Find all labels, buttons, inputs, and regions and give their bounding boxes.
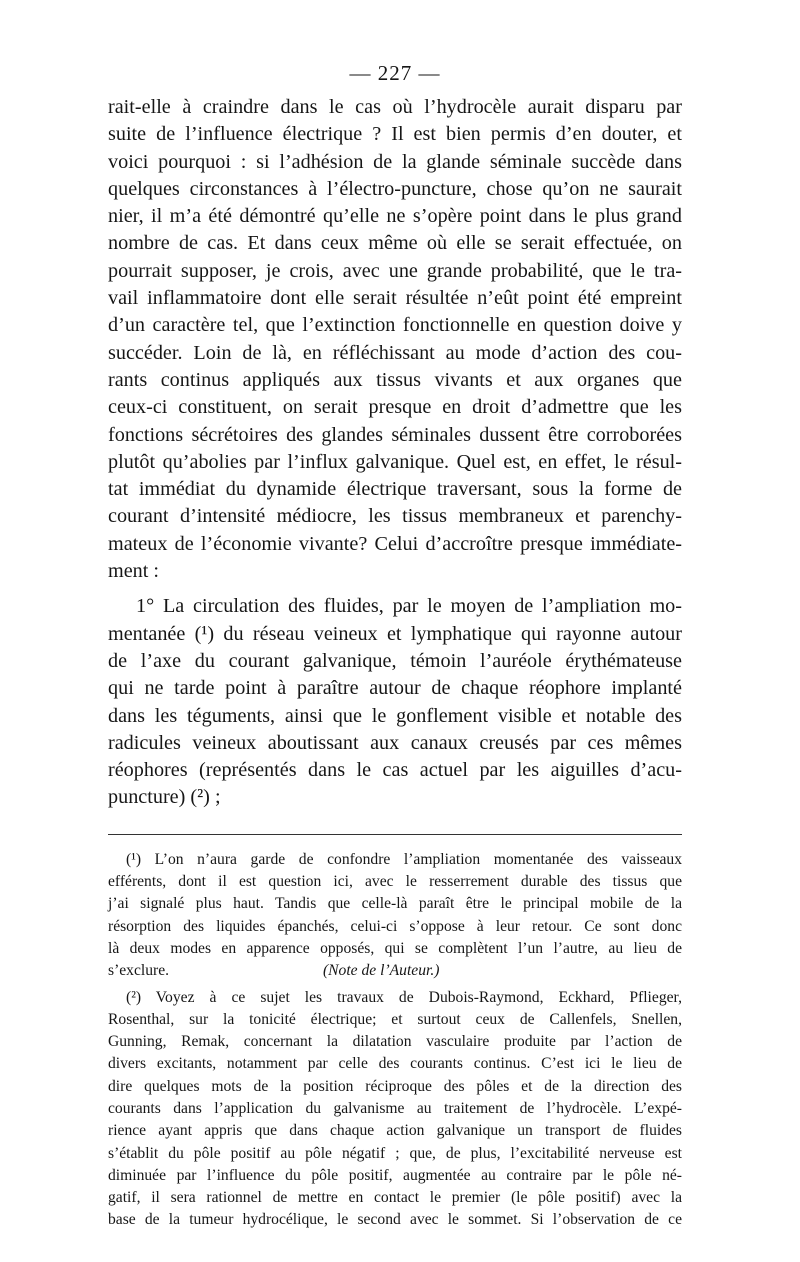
item1-line: radicules veineux aboutissant aux canaux creusés par ces mêmes [108, 731, 682, 754]
main-text [108, 94, 682, 812]
footnote-2-line: (²) Voyez à ce sujet les travaux de Dubois-Raymond, Eckhard, Pflieger, [126, 988, 682, 1006]
footnote-2-line: dire quelques mots de la position réciproque des pôles et de la direction des [108, 1077, 682, 1095]
body-line: fonctions sécrétoires des glandes séminales dussent être corroborées [108, 423, 682, 446]
body-line: courant d’intensité médiocre, les tissus membraneux et parenchy- [108, 505, 682, 528]
book-page [108, 58, 682, 1232]
footnote-2-line: s’établit du pôle positif au pôle négatif ; que, de plus, l’excitabilité nerveuse est [108, 1144, 682, 1162]
footnotes [108, 849, 682, 1232]
footnote-1-line: là deux modes en apparence opposés, qui se complètent l’un l’autre, au lieu de [108, 939, 682, 957]
body-line: ment : [108, 560, 160, 583]
footnote-2-line: base de la tumeur hydrocélique, le second avec le sommet. Si l’observation de ce [108, 1211, 682, 1229]
item1-line: réophores (représentés dans le cas actuel par les aiguilles d’acu- [108, 759, 682, 782]
footnote-1-line: (¹) L’on n’aura garde de confondre l’ampliation momentanée des vaisseaux [126, 850, 682, 868]
item1-line: 1° La circulation des fluides, par le moyen de l’ampliation mo- [136, 595, 682, 618]
footnote-divider [108, 834, 682, 835]
item1-line: de l’axe du courant galvanique, témoin l’auréole érythémateuse [108, 649, 682, 672]
footnote-2-line: diminuée par l’influence du pôle positif, augmentée au contraire par le pôle né- [108, 1166, 682, 1184]
footnote-1-line: résorption des liquides épanchés, celui-ci s’oppose à leur retour. Ce sont donc [108, 917, 682, 935]
footnote-2-line: divers excitants, notamment par celle des courants continus. C’est ici le lieu de [108, 1055, 682, 1073]
body-line: quelques circonstances à l’électro-puncture, chose qu’on ne saurait [108, 177, 682, 200]
footnote-1-line: efférents, dont il est question ici, avec le resserrement durable des tissus que [108, 873, 682, 891]
footnote-1-last-line [108, 960, 682, 982]
footnote-2-line: rience ayant appris que dans chaque action galvanique un transport de fluides [108, 1122, 682, 1140]
footnote-2-line: Gunning, Remak, concernant la dilatation vasculaire produite par l’action de [108, 1033, 682, 1051]
body-line: d’un caractère tel, que l’extinction fonctionnelle en question doive y [108, 314, 682, 337]
body-line: succéder. Loin de là, en réfléchissant au mode d’action des cou- [108, 341, 682, 364]
body-line: tat immédiat du dynamide électrique traversant, sous la forme de [108, 478, 682, 501]
item1-line: dans les téguments, ainsi que le gonflement visible et notable des [108, 704, 682, 727]
item1-line: puncture) (²) ; [108, 786, 221, 809]
footnote-1-signature: (Note de l’Auteur.) [322, 962, 440, 980]
body-line: ceux-ci constituent, on serait presque en droit d’admettre que les [108, 396, 682, 419]
body-line: mateux de l’économie vivante? Celui d’accroître presque immédiate- [108, 532, 682, 555]
item1-line: qui ne tarde point à paraître autour de chaque réophore implanté [108, 677, 682, 700]
page-number: — 227 — [349, 61, 441, 85]
body-line: plutôt qu’abolies par l’influx galvanique. Quel est, en effet, le résul- [108, 450, 682, 473]
body-line: suite de l’influence électrique ? Il est bien permis d’en douter, et [108, 123, 682, 146]
body-line: pourrait supposer, je crois, avec une grande probabilité, que le tra- [108, 259, 682, 282]
body-line: nier, il m’a été démontré qu’elle ne s’opère point dans le plus grand [108, 205, 682, 228]
body-line: nombre de cas. Et dans ceux même où elle se serait effectuée, on [108, 232, 682, 255]
body-line: rants continus appliqués aux tissus vivants et aux organes que [108, 368, 682, 391]
footnote-1-line: j’ai signalé plus haut. Tandis que celle-là paraît être le principal mobile de la [108, 895, 682, 913]
footnote-1-line: s’exclure. [108, 962, 170, 980]
body-line: rait-elle à craindre dans le cas où l’hydrocèle aurait disparu par [108, 96, 682, 118]
footnote-2-line: gatif, il sera rationnel de mettre en contact le premier (le pôle positif) avec la [108, 1189, 682, 1207]
footnote-2-line: Rosenthal, sur la tonicité électrique; et surtout ceux de Callenfels, Snellen, [108, 1010, 682, 1028]
item1-line: mentanée (¹) du réseau veineux et lymphatique qui rayonne autour [108, 622, 682, 645]
body-line: voici pourquoi : si l’adhésion de la glande séminale succède dans [108, 150, 682, 173]
body-line: vail inflammatoire dont elle serait résultée n’eût point été empreint [108, 287, 682, 310]
footnote-2-line: courants dans l’application du galvanisme au traitement de l’hydrocèle. L’expé- [108, 1099, 682, 1117]
